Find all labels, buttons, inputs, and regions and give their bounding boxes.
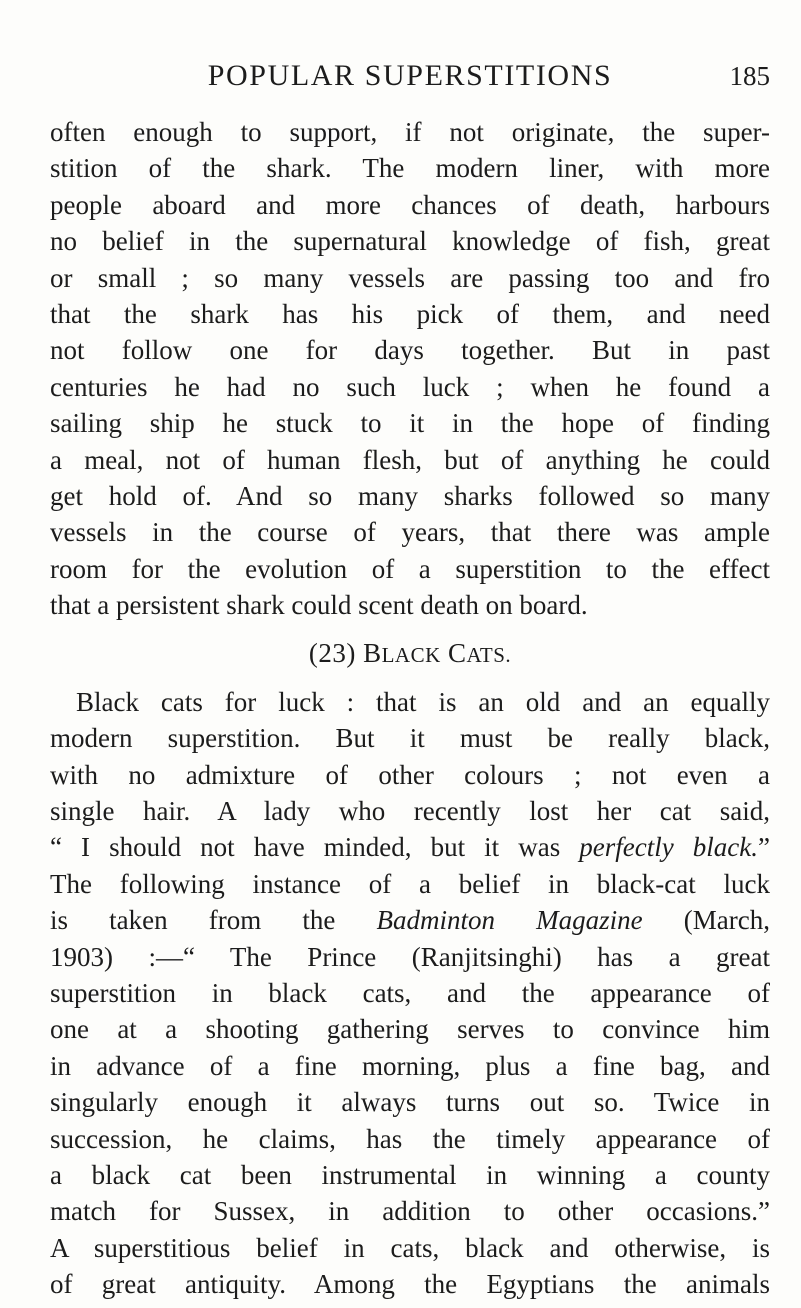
text-line: single hair. A lady who recently lost her cat said, xyxy=(50,796,770,827)
text-line: a meal, not of human flesh, but of anything he could xyxy=(50,444,770,475)
paragraph-shark xyxy=(50,114,770,623)
page-number: 185 xyxy=(729,61,770,91)
text-segment: ” xyxy=(758,832,770,863)
italic-phrase: perfectly black. xyxy=(579,832,759,863)
text-line: not follow one for days together. But in past xyxy=(50,335,770,366)
heading-smallcaps: ATS. xyxy=(466,643,512,668)
text-line: modern superstition. But it must be really black, xyxy=(50,723,770,754)
text-segment: (March, xyxy=(642,905,770,936)
text-line: A superstitious belief in cats, black and otherwise, is xyxy=(50,1232,770,1263)
text-line: match for Sussex, in addition to other occasions.” xyxy=(50,1196,770,1227)
italic-title: Badminton Magazine xyxy=(376,905,643,936)
text-line: people aboard and more chances of death, harbours xyxy=(50,189,770,220)
text-line: room for the evolution of a superstition to the effect xyxy=(50,553,770,584)
heading-smallcaps: LACK xyxy=(381,643,441,668)
paragraph-black-cats xyxy=(50,684,770,1303)
text-line xyxy=(50,902,770,938)
text-line: often enough to support, if not originate, the super- xyxy=(50,117,770,147)
text-line: The following instance of a belief in black-cat luck xyxy=(50,868,770,899)
text-line: succession, he claims, has the timely appearance of xyxy=(50,1123,770,1154)
section-heading xyxy=(50,635,770,671)
text-line: vessels in the course of years, that there was ample xyxy=(50,517,770,548)
text-segment: “ I should not have minded, but it was xyxy=(50,832,580,863)
text-line: of great antiquity. Among the Egyptians the animals xyxy=(50,1269,770,1300)
text-line: get hold of. And so many sharks followed so many xyxy=(50,480,770,511)
text-line: with no admixture of other colours ; not even a xyxy=(50,759,770,790)
text-line: that the shark has his pick of them, and need xyxy=(50,298,770,329)
text-line xyxy=(50,829,770,865)
text-line: centuries he had no such luck ; when he found a xyxy=(50,371,770,402)
text-line: singularly enough it always turns out so. Twice in xyxy=(50,1087,770,1118)
text-line: that a persistent shark could scent death on board. xyxy=(50,590,588,621)
text-line: one at a shooting gathering serves to convince him xyxy=(50,1014,770,1045)
heading-initial: B xyxy=(363,638,382,669)
text-line: sailing ship he stuck to it in the hope of finding xyxy=(50,408,770,439)
text-line: no belief in the supernatural knowledge of fish, great xyxy=(50,226,770,257)
section-number: (23) xyxy=(308,638,356,669)
running-title: POPULAR SUPERSTITIONS xyxy=(207,59,613,92)
text-line: superstition in black cats, and the appearance of xyxy=(50,977,770,1008)
text-segment: is taken from the xyxy=(50,905,377,936)
body-text xyxy=(50,114,770,1303)
text-line: in advance of a fine morning, plus a fine bag, and xyxy=(50,1050,770,1081)
running-head xyxy=(50,56,770,106)
text-line: or small ; so many vessels are passing too and fro xyxy=(50,262,770,293)
heading-initial: C xyxy=(448,638,467,669)
book-page xyxy=(50,0,770,1308)
text-line: Black cats for luck : that is an old and an equally xyxy=(76,686,770,717)
text-line: 1903) :—“ The Prince (Ranjitsinghi) has a great xyxy=(50,941,770,972)
text-line: a black cat been instrumental in winning a county xyxy=(50,1159,770,1190)
text-line: stition of the shark. The modern liner, with more xyxy=(50,153,770,184)
